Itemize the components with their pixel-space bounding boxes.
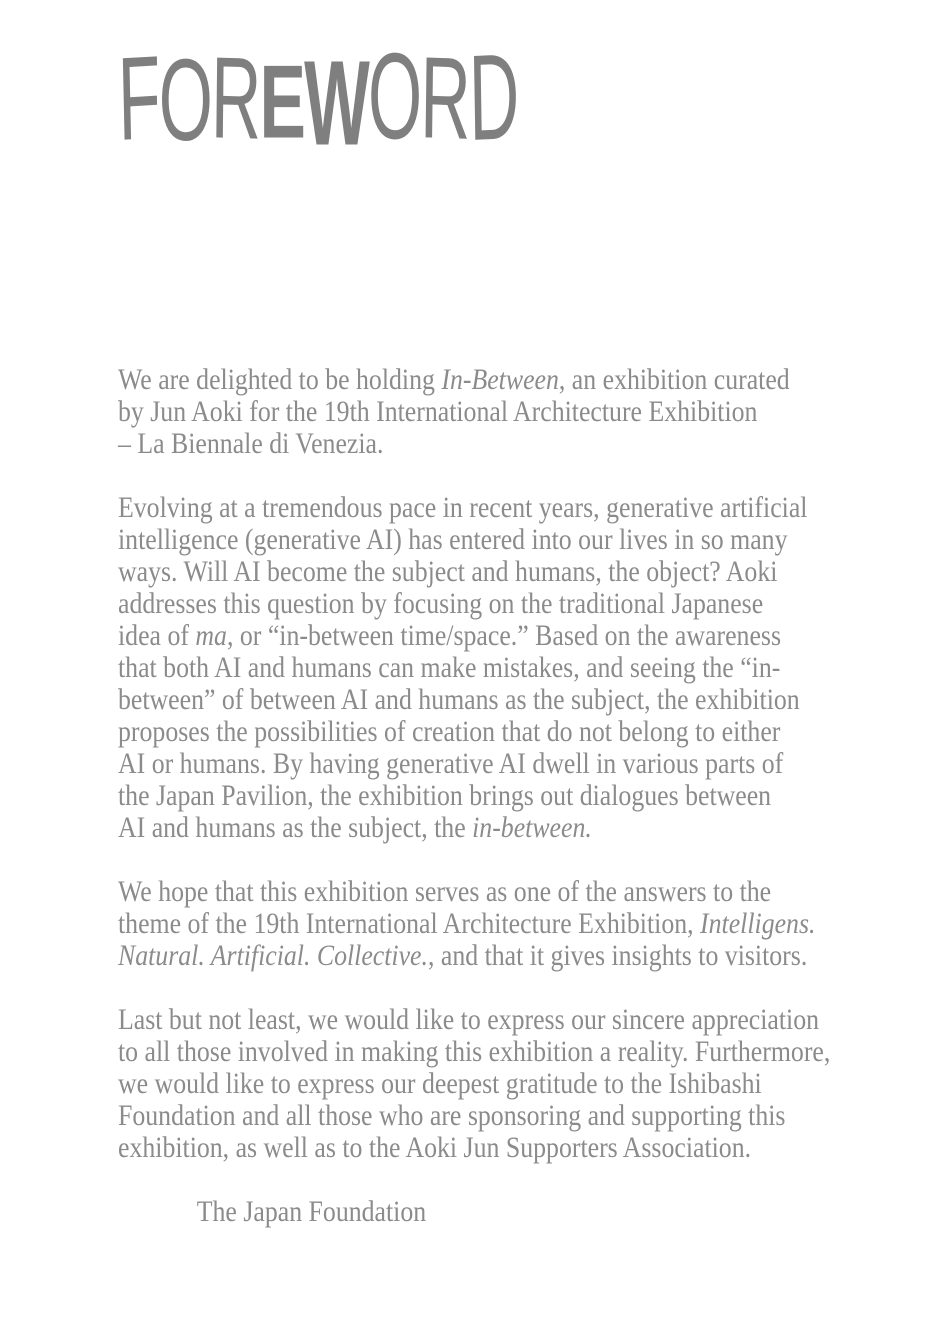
text-line: Last but not least, we would like to express our sincere appreciation	[118, 1004, 820, 1036]
text-line: addresses this question by focusing on the traditional Japanese	[118, 588, 764, 620]
text-line: by Jun Aoki for the 19th International Architecture Exhibition	[118, 396, 758, 428]
text-line: to all those involved in making this exhibition a reality. Furthermore,	[118, 1036, 831, 1068]
text-line: We hope that this exhibition serves as one of the answers to the	[118, 876, 772, 908]
text-line: – La Biennale di Venezia.	[118, 428, 384, 460]
text-line: Foundation and all those who are sponsoring and supporting this	[118, 1100, 786, 1132]
text-line: idea of ma, or “in-between time/space.” Based on the awareness	[118, 620, 781, 652]
text-line: Evolving at a tremendous pace in recent years, generative artificial	[118, 492, 808, 524]
text-line: theme of the 19th International Architecture Exhibition, Intelligens.	[118, 908, 816, 940]
text-line: proposes the possibilities of creation that do not belong to either	[118, 716, 781, 748]
paragraph	[118, 492, 906, 844]
body-text	[118, 364, 906, 1228]
text-line: AI and humans as the subject, the in-between.	[118, 812, 592, 844]
text-line: we would like to express our deepest gratitude to the Ishibashi	[118, 1068, 762, 1100]
text-line: ways. Will AI become the subject and humans, the object? Aoki	[118, 556, 778, 588]
text-line: Natural. Artificial. Collective., and that it gives insights to visitors.	[118, 940, 808, 972]
page-title: FOREWORD	[116, 27, 519, 171]
text-line: between” of between AI and humans as the subject, the exhibition	[118, 684, 800, 716]
text-line: that both AI and humans can make mistakes, and seeing the “in-	[118, 652, 781, 684]
text-line: exhibition, as well as to the Aoki Jun Supporters Association.	[118, 1132, 752, 1164]
signature: The Japan Foundation	[196, 1196, 427, 1228]
text-line: the Japan Pavilion, the exhibition brings out dialogues between	[118, 780, 772, 812]
paragraph	[118, 876, 906, 972]
paragraph	[118, 1004, 906, 1164]
paragraph	[118, 364, 906, 460]
text-line: AI or humans. By having generative AI dwell in various parts of	[118, 748, 784, 780]
text-line: intelligence (generative AI) has entered into our lives in so many	[118, 524, 788, 556]
text-line: We are delighted to be holding In-Between, an exhibition curated	[118, 364, 790, 396]
